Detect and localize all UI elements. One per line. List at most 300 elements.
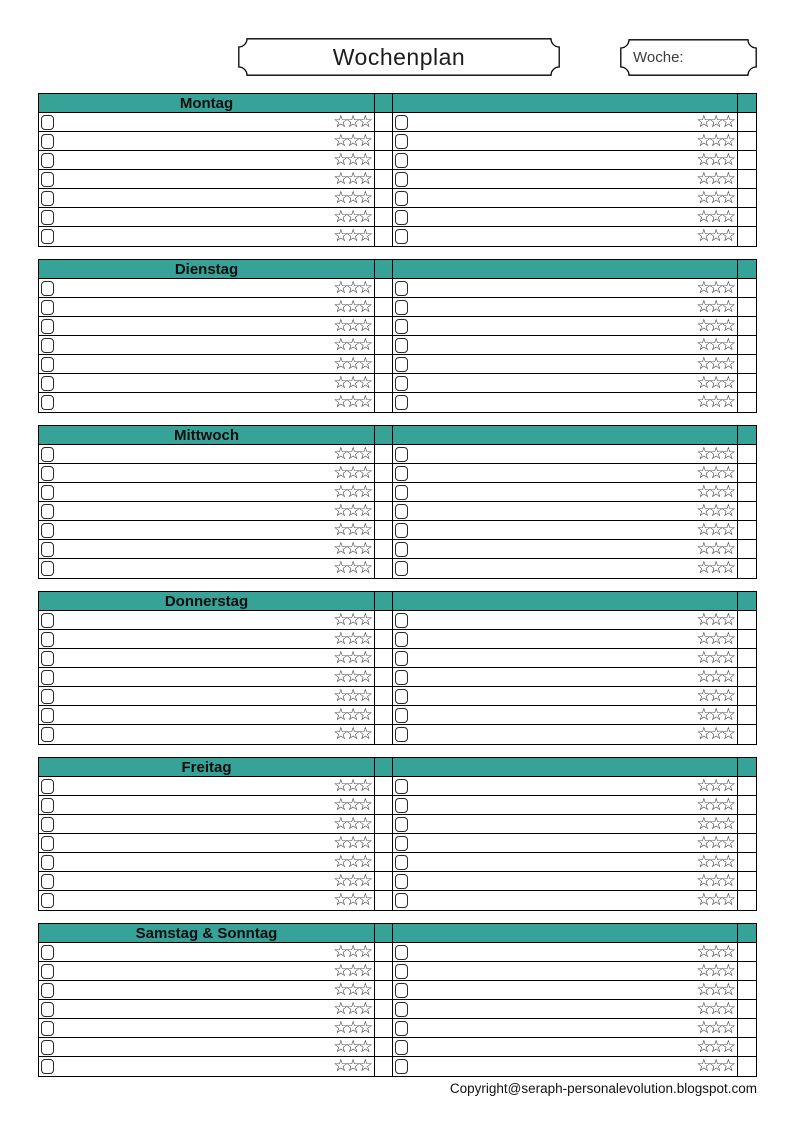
task-checkbox[interactable] [41, 338, 54, 353]
task-cell-right [393, 393, 738, 412]
star-rating[interactable]: ☆☆☆ [333, 941, 370, 962]
star-rating[interactable]: ☆☆☆ [333, 890, 370, 910]
star-rating[interactable]: ☆☆☆ [333, 1056, 370, 1076]
task-input-line[interactable] [408, 132, 696, 150]
spacer-cell [738, 891, 756, 910]
task-input-line[interactable] [54, 815, 333, 833]
star-rating[interactable]: ☆☆☆ [333, 813, 370, 834]
task-checkbox[interactable] [395, 281, 408, 296]
task-checkbox[interactable] [41, 874, 54, 889]
spacer-cell [375, 540, 393, 559]
task-checkbox[interactable] [41, 561, 54, 576]
star-rating[interactable]: ☆☆☆ [696, 500, 733, 521]
star-rating[interactable]: ☆☆☆ [696, 794, 733, 815]
task-input-line[interactable] [408, 1038, 696, 1056]
spacer-cell [738, 872, 756, 891]
task-input-line[interactable] [54, 611, 333, 629]
task-input-line[interactable] [54, 540, 333, 558]
star-rating[interactable]: ☆☆☆ [333, 870, 370, 891]
star-rating[interactable]: ☆☆☆ [333, 296, 370, 317]
task-input-line[interactable] [408, 649, 696, 667]
task-input-line[interactable] [54, 502, 333, 520]
task-input-line[interactable] [54, 521, 333, 539]
task-input-line[interactable] [408, 815, 696, 833]
task-checkbox[interactable] [395, 115, 408, 130]
task-input-line[interactable] [54, 170, 333, 188]
task-input-line[interactable] [408, 540, 696, 558]
task-checkbox[interactable] [395, 1002, 408, 1017]
star-rating[interactable]: ☆☆☆ [696, 941, 733, 962]
spacer-cell [738, 668, 756, 687]
task-checkbox[interactable] [41, 983, 54, 998]
task-checkbox[interactable] [41, 172, 54, 187]
task-input-line[interactable] [408, 1057, 696, 1076]
star-rating[interactable]: ☆☆☆ [333, 206, 370, 227]
task-checkbox[interactable] [41, 319, 54, 334]
task-checkbox[interactable] [41, 1059, 54, 1074]
spacer-cell [375, 1019, 393, 1038]
task-checkbox[interactable] [41, 153, 54, 168]
star-rating[interactable]: ☆☆☆ [333, 111, 370, 132]
task-checkbox[interactable] [395, 134, 408, 149]
task-input-line[interactable] [54, 891, 333, 910]
task-checkbox[interactable] [41, 523, 54, 538]
star-rating[interactable]: ☆☆☆ [696, 870, 733, 891]
task-checkbox[interactable] [41, 836, 54, 851]
task-input-line[interactable] [408, 298, 696, 316]
task-checkbox[interactable] [395, 300, 408, 315]
star-rating[interactable]: ☆☆☆ [696, 277, 733, 298]
star-rating[interactable]: ☆☆☆ [333, 353, 370, 374]
star-rating[interactable]: ☆☆☆ [696, 724, 733, 744]
star-rating[interactable]: ☆☆☆ [333, 647, 370, 668]
day-header-label: Mittwoch [174, 427, 239, 444]
task-input-line[interactable] [408, 891, 696, 910]
task-checkbox[interactable] [41, 504, 54, 519]
task-cell-right [393, 298, 738, 317]
task-checkbox[interactable] [41, 300, 54, 315]
task-input-line[interactable] [408, 374, 696, 392]
task-input-line[interactable] [408, 502, 696, 520]
task-checkbox[interactable] [395, 561, 408, 576]
task-checkbox[interactable] [395, 855, 408, 870]
task-checkbox[interactable] [41, 191, 54, 206]
star-rating[interactable]: ☆☆☆ [333, 334, 370, 355]
task-input-line[interactable] [54, 208, 333, 226]
star-rating[interactable]: ☆☆☆ [333, 538, 370, 559]
task-input-line[interactable] [408, 317, 696, 335]
task-checkbox[interactable] [41, 964, 54, 979]
star-rating[interactable]: ☆☆☆ [696, 851, 733, 872]
task-checkbox[interactable] [395, 1059, 408, 1074]
star-rating[interactable]: ☆☆☆ [696, 353, 733, 374]
star-rating[interactable]: ☆☆☆ [333, 666, 370, 687]
task-checkbox[interactable] [395, 229, 408, 244]
task-input-line[interactable] [54, 132, 333, 150]
star-rating[interactable]: ☆☆☆ [696, 538, 733, 559]
task-input-line[interactable] [54, 298, 333, 316]
task-cell-right [393, 725, 738, 744]
star-rating[interactable]: ☆☆☆ [696, 443, 733, 464]
task-input-line[interactable] [408, 1000, 696, 1018]
task-input-line[interactable] [54, 687, 333, 705]
star-rating[interactable]: ☆☆☆ [696, 1017, 733, 1038]
spacer-cell [738, 592, 756, 611]
task-input-line[interactable] [54, 1019, 333, 1037]
task-input-line[interactable] [408, 725, 696, 744]
task-checkbox[interactable] [41, 134, 54, 149]
star-rating[interactable]: ☆☆☆ [696, 372, 733, 393]
task-input-line[interactable] [408, 962, 696, 980]
task-checkbox[interactable] [395, 542, 408, 557]
star-rating[interactable]: ☆☆☆ [696, 890, 733, 910]
task-input-line[interactable] [408, 611, 696, 629]
task-cell-right [393, 687, 738, 706]
task-checkbox[interactable] [395, 523, 408, 538]
star-rating[interactable]: ☆☆☆ [696, 666, 733, 687]
task-input-line[interactable] [408, 189, 696, 207]
star-rating[interactable]: ☆☆☆ [696, 462, 733, 483]
task-cell-left [39, 521, 375, 540]
star-rating[interactable]: ☆☆☆ [333, 851, 370, 872]
task-input-line[interactable] [54, 834, 333, 852]
task-input-line[interactable] [54, 1057, 333, 1076]
task-checkbox[interactable] [41, 708, 54, 723]
star-rating[interactable]: ☆☆☆ [333, 794, 370, 815]
task-checkbox[interactable] [41, 357, 54, 372]
task-input-line[interactable] [408, 777, 696, 795]
task-input-line[interactable] [54, 872, 333, 890]
spacer-cell [375, 317, 393, 336]
task-input-line[interactable] [54, 962, 333, 980]
star-rating[interactable]: ☆☆☆ [333, 392, 370, 412]
task-input-line[interactable] [408, 355, 696, 373]
star-rating[interactable]: ☆☆☆ [696, 315, 733, 336]
star-rating[interactable]: ☆☆☆ [333, 1036, 370, 1057]
task-checkbox[interactable] [395, 727, 408, 742]
task-input-line[interactable] [408, 559, 696, 578]
task-cell-left [39, 834, 375, 853]
task-checkbox[interactable] [41, 817, 54, 832]
star-rating[interactable]: ☆☆☆ [333, 775, 370, 796]
spacer-cell [375, 94, 393, 113]
task-checkbox[interactable] [41, 945, 54, 960]
star-rating[interactable]: ☆☆☆ [696, 481, 733, 502]
star-rating[interactable]: ☆☆☆ [333, 609, 370, 630]
task-checkbox[interactable] [41, 632, 54, 647]
task-cell-left [39, 815, 375, 834]
task-checkbox[interactable] [395, 210, 408, 225]
task-input-line[interactable] [408, 834, 696, 852]
star-rating[interactable]: ☆☆☆ [333, 149, 370, 170]
star-rating[interactable]: ☆☆☆ [696, 1056, 733, 1076]
task-checkbox[interactable] [41, 855, 54, 870]
task-checkbox[interactable] [41, 1002, 54, 1017]
task-input-line[interactable] [54, 668, 333, 686]
spacer-cell [738, 464, 756, 483]
star-rating[interactable]: ☆☆☆ [333, 960, 370, 981]
task-input-line[interactable] [54, 464, 333, 482]
task-input-line[interactable] [408, 1019, 696, 1037]
task-input-line[interactable] [408, 464, 696, 482]
task-checkbox[interactable] [41, 466, 54, 481]
task-checkbox[interactable] [395, 485, 408, 500]
star-rating[interactable]: ☆☆☆ [696, 832, 733, 853]
star-rating[interactable]: ☆☆☆ [696, 149, 733, 170]
task-input-line[interactable] [408, 981, 696, 999]
task-input-line[interactable] [54, 943, 333, 961]
star-rating[interactable]: ☆☆☆ [333, 481, 370, 502]
task-input-line[interactable] [408, 943, 696, 961]
task-input-line[interactable] [54, 355, 333, 373]
task-cell-right [393, 872, 738, 891]
task-cell-left [39, 445, 375, 464]
task-cell-left [39, 464, 375, 483]
star-rating[interactable]: ☆☆☆ [333, 443, 370, 464]
star-rating[interactable]: ☆☆☆ [333, 277, 370, 298]
star-rating[interactable]: ☆☆☆ [333, 832, 370, 853]
task-cell-left [39, 559, 375, 578]
spacer-cell [738, 630, 756, 649]
spacer-cell [738, 834, 756, 853]
task-input-line[interactable] [54, 725, 333, 744]
task-input-line[interactable] [408, 170, 696, 188]
spacer-cell [375, 611, 393, 630]
task-checkbox[interactable] [41, 447, 54, 462]
star-rating[interactable]: ☆☆☆ [696, 979, 733, 1000]
task-input-line[interactable] [54, 336, 333, 354]
spacer-cell [738, 559, 756, 578]
task-cell-right [393, 943, 738, 962]
task-checkbox[interactable] [41, 727, 54, 742]
task-input-line[interactable] [408, 668, 696, 686]
star-rating[interactable]: ☆☆☆ [333, 462, 370, 483]
star-rating[interactable]: ☆☆☆ [696, 187, 733, 208]
spacer-cell [738, 521, 756, 540]
star-rating[interactable]: ☆☆☆ [696, 558, 733, 578]
star-rating[interactable]: ☆☆☆ [333, 226, 370, 246]
star-rating[interactable]: ☆☆☆ [696, 647, 733, 668]
task-checkbox[interactable] [395, 708, 408, 723]
task-input-line[interactable] [408, 279, 696, 297]
task-checkbox[interactable] [395, 466, 408, 481]
task-input-line[interactable] [54, 227, 333, 246]
star-rating[interactable]: ☆☆☆ [696, 1036, 733, 1057]
star-rating[interactable]: ☆☆☆ [696, 960, 733, 981]
spacer-cell [375, 426, 393, 445]
task-input-line[interactable] [54, 1038, 333, 1056]
task-input-line[interactable] [408, 630, 696, 648]
task-input-line[interactable] [408, 483, 696, 501]
task-checkbox[interactable] [41, 689, 54, 704]
task-checkbox[interactable] [395, 836, 408, 851]
week-field[interactable] [620, 39, 757, 76]
star-rating[interactable]: ☆☆☆ [696, 775, 733, 796]
star-rating[interactable]: ☆☆☆ [696, 334, 733, 355]
spacer-cell [738, 943, 756, 962]
task-checkbox[interactable] [41, 485, 54, 500]
task-input-line[interactable] [408, 336, 696, 354]
spacer-cell [375, 445, 393, 464]
day-header-cell-right [393, 758, 738, 777]
star-rating[interactable]: ☆☆☆ [333, 704, 370, 725]
spacer-cell [375, 559, 393, 578]
task-input-line[interactable] [54, 559, 333, 578]
task-cell-left [39, 611, 375, 630]
task-input-line[interactable] [408, 227, 696, 246]
task-input-line[interactable] [54, 113, 333, 131]
task-checkbox[interactable] [41, 1040, 54, 1055]
task-input-line[interactable] [54, 706, 333, 724]
task-input-line[interactable] [54, 317, 333, 335]
task-checkbox[interactable] [395, 874, 408, 889]
task-input-line[interactable] [54, 189, 333, 207]
task-cell-left [39, 630, 375, 649]
task-checkbox[interactable] [41, 779, 54, 794]
task-checkbox[interactable] [395, 689, 408, 704]
task-checkbox[interactable] [395, 613, 408, 628]
task-checkbox[interactable] [395, 798, 408, 813]
star-rating[interactable]: ☆☆☆ [696, 704, 733, 725]
task-input-line[interactable] [408, 393, 696, 412]
copyright-text: Copyright@seraph-personalevolution.blogspot.com [449, 1081, 757, 1096]
task-checkbox[interactable] [395, 504, 408, 519]
task-checkbox[interactable] [395, 651, 408, 666]
task-checkbox[interactable] [395, 817, 408, 832]
task-input-line[interactable] [54, 853, 333, 871]
star-rating[interactable]: ☆☆☆ [333, 168, 370, 189]
task-input-line[interactable] [54, 279, 333, 297]
task-checkbox[interactable] [395, 153, 408, 168]
spacer-cell [375, 227, 393, 246]
task-checkbox[interactable] [395, 172, 408, 187]
task-input-line[interactable] [408, 521, 696, 539]
task-input-line[interactable] [54, 151, 333, 169]
task-checkbox[interactable] [395, 983, 408, 998]
star-rating[interactable]: ☆☆☆ [333, 558, 370, 578]
task-checkbox[interactable] [395, 376, 408, 391]
task-checkbox[interactable] [41, 281, 54, 296]
task-cell-left [39, 872, 375, 891]
task-checkbox[interactable] [395, 357, 408, 372]
task-checkbox[interactable] [41, 115, 54, 130]
task-input-line[interactable] [54, 630, 333, 648]
task-checkbox[interactable] [41, 651, 54, 666]
task-checkbox[interactable] [41, 376, 54, 391]
task-checkbox[interactable] [41, 798, 54, 813]
star-rating[interactable]: ☆☆☆ [333, 724, 370, 744]
task-checkbox[interactable] [395, 632, 408, 647]
task-checkbox[interactable] [395, 319, 408, 334]
star-rating[interactable]: ☆☆☆ [333, 979, 370, 1000]
task-checkbox[interactable] [395, 893, 408, 908]
star-rating[interactable]: ☆☆☆ [696, 206, 733, 227]
star-rating[interactable]: ☆☆☆ [696, 130, 733, 151]
task-input-line[interactable] [408, 151, 696, 169]
star-rating[interactable]: ☆☆☆ [333, 998, 370, 1019]
task-checkbox[interactable] [41, 229, 54, 244]
task-checkbox[interactable] [395, 191, 408, 206]
task-input-line[interactable] [54, 445, 333, 463]
spacer-cell [738, 336, 756, 355]
task-input-line[interactable] [408, 853, 696, 871]
task-checkbox[interactable] [395, 964, 408, 979]
task-checkbox[interactable] [41, 670, 54, 685]
star-rating[interactable]: ☆☆☆ [333, 1017, 370, 1038]
task-checkbox[interactable] [395, 670, 408, 685]
task-input-line[interactable] [54, 777, 333, 795]
star-rating[interactable]: ☆☆☆ [333, 500, 370, 521]
star-rating[interactable]: ☆☆☆ [333, 519, 370, 540]
star-rating[interactable]: ☆☆☆ [333, 130, 370, 151]
task-checkbox[interactable] [395, 1040, 408, 1055]
task-input-line[interactable] [54, 393, 333, 412]
task-checkbox[interactable] [41, 542, 54, 557]
day-header-cell [39, 94, 375, 113]
task-input-line[interactable] [408, 706, 696, 724]
task-input-line[interactable] [54, 649, 333, 667]
spacer-cell [738, 853, 756, 872]
spacer-cell [738, 151, 756, 170]
task-checkbox[interactable] [395, 447, 408, 462]
day-header-cell [39, 260, 375, 279]
task-cell-right [393, 170, 738, 189]
star-rating[interactable]: ☆☆☆ [333, 372, 370, 393]
star-rating[interactable]: ☆☆☆ [696, 168, 733, 189]
task-input-line[interactable] [408, 687, 696, 705]
star-rating[interactable]: ☆☆☆ [696, 392, 733, 412]
star-rating[interactable]: ☆☆☆ [333, 685, 370, 706]
task-checkbox[interactable] [41, 1021, 54, 1036]
task-input-line[interactable] [54, 1000, 333, 1018]
task-checkbox[interactable] [395, 945, 408, 960]
star-rating[interactable]: ☆☆☆ [696, 296, 733, 317]
star-rating[interactable]: ☆☆☆ [696, 813, 733, 834]
star-rating[interactable]: ☆☆☆ [696, 609, 733, 630]
star-rating[interactable]: ☆☆☆ [696, 998, 733, 1019]
star-rating[interactable]: ☆☆☆ [696, 111, 733, 132]
task-cell-right [393, 151, 738, 170]
task-input-line[interactable] [54, 796, 333, 814]
task-input-line[interactable] [408, 796, 696, 814]
star-rating[interactable]: ☆☆☆ [333, 628, 370, 649]
star-rating[interactable]: ☆☆☆ [696, 628, 733, 649]
star-rating[interactable]: ☆☆☆ [333, 187, 370, 208]
task-checkbox[interactable] [41, 395, 54, 410]
task-input-line[interactable] [408, 872, 696, 890]
task-checkbox[interactable] [41, 893, 54, 908]
task-checkbox[interactable] [395, 1021, 408, 1036]
spacer-cell [738, 355, 756, 374]
task-input-line[interactable] [54, 981, 333, 999]
star-rating[interactable]: ☆☆☆ [696, 685, 733, 706]
task-checkbox[interactable] [395, 338, 408, 353]
task-input-line[interactable] [408, 113, 696, 131]
star-rating[interactable]: ☆☆☆ [333, 315, 370, 336]
star-rating[interactable]: ☆☆☆ [696, 519, 733, 540]
task-checkbox[interactable] [41, 613, 54, 628]
task-input-line[interactable] [408, 445, 696, 463]
task-input-line[interactable] [408, 208, 696, 226]
task-checkbox[interactable] [395, 395, 408, 410]
task-input-line[interactable] [54, 374, 333, 392]
task-checkbox[interactable] [395, 779, 408, 794]
day-header-cell [39, 924, 375, 943]
task-checkbox[interactable] [41, 210, 54, 225]
star-rating[interactable]: ☆☆☆ [696, 226, 733, 246]
spacer-cell [738, 426, 756, 445]
task-input-line[interactable] [54, 483, 333, 501]
